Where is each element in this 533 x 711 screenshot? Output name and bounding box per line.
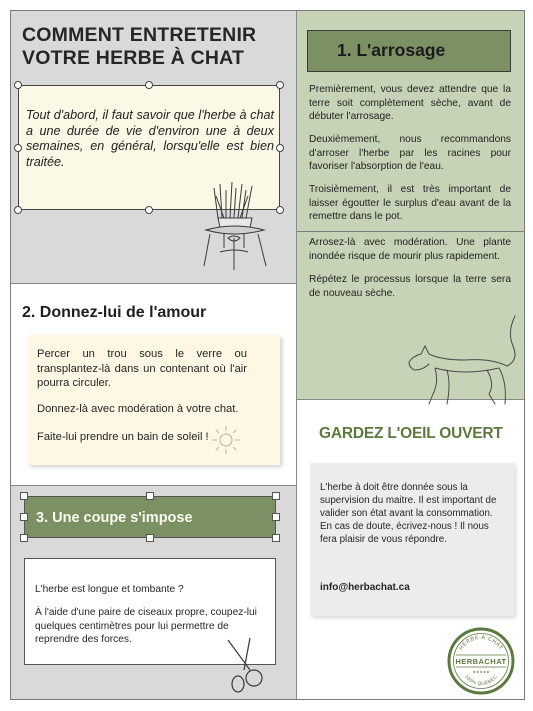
title-line-1: COMMENT ENTRETENIR — [22, 24, 257, 46]
resize-handle[interactable] — [14, 81, 22, 89]
resize-handle[interactable] — [20, 534, 28, 542]
section-1-paragraph: Troisièmement, il est très important de laisser égoutter le surplus d'eau avant de la remettre dans le pot. — [309, 184, 511, 222]
resize-handle[interactable] — [146, 534, 154, 542]
page-title — [22, 24, 282, 70]
resize-handle[interactable] — [14, 206, 22, 214]
section-2-paragraph: Donnez-là avec modération à votre chat. — [37, 403, 239, 415]
grass-pot-icon — [196, 178, 272, 274]
seal-icon — [447, 627, 515, 695]
resize-handle[interactable] — [276, 206, 284, 214]
section-3-paragraph: À l'aide d'une paire de ciseaux propre, coupez-lui quelques centimètres pour lui permettre de reprendre des forces. — [35, 607, 257, 645]
tip-paragraph: L'herbe à doit être donnée sous la supervision du maitre. Il est important de valider son état avant la consommation. En cas de doute, écrivez-nous ! Il nous fera plaisir de vous répondre. — [320, 482, 497, 545]
resize-handle[interactable] — [145, 81, 153, 89]
section-2-paragraph: Percer un trou sous le verre ou transplantez-là dans un contenant où l'air pourra circuler. — [37, 348, 247, 389]
seal-bottom-text: 100% QUÉBEC — [462, 674, 500, 688]
section-3-title: 3. Une coupe s'impose — [36, 510, 193, 526]
resize-handle[interactable] — [146, 492, 154, 500]
section-1-paragraph: Arrosez-là avec modération. Une plante inondée risque de mourir plus rapidement. — [309, 237, 511, 262]
section-2-paragraph: Faite-lui prendre un bain de soleil ! — [37, 431, 209, 443]
section-1-paragraph: Répétez le processus lorsque la terre sera de nouveau sèche. — [309, 274, 511, 299]
scissors-icon — [222, 636, 276, 694]
resize-handle[interactable] — [276, 144, 284, 152]
resize-handle[interactable] — [20, 492, 28, 500]
resize-handle[interactable] — [276, 81, 284, 89]
section-1-title: 1. L'arrosage — [337, 40, 446, 60]
resize-handle[interactable] — [20, 513, 28, 521]
section-3-paragraph: L'herbe est longue et tombante ? — [35, 584, 184, 595]
tip-title: GARDEZ L'OEIL OUVERT — [319, 425, 503, 442]
resize-handle[interactable] — [145, 206, 153, 214]
cat-icon — [395, 312, 523, 408]
resize-handle[interactable] — [272, 534, 280, 542]
resize-handle[interactable] — [272, 513, 280, 521]
seal-brand: HERBACHAT — [455, 657, 507, 667]
resize-handle[interactable] — [14, 144, 22, 152]
title-line-2: VOTRE HERBE À CHAT — [22, 47, 245, 69]
seal-top-text: HERBE À CHAT — [458, 634, 504, 652]
section-1-paragraph: Premièrement, vous devez attendre que la terre soit complètement sèche, avant de débuter l'arrosage. — [309, 84, 511, 122]
intro-text: Tout d'abord, il faut savoir que l'herbe à chat a une durée de vie d'environ une à deux semaines, en général, lorsqu'elle est bien traitée. — [26, 108, 274, 169]
email-link[interactable]: info@herbachat.ca — [320, 582, 410, 593]
resize-handle[interactable] — [272, 492, 280, 500]
sun-icon — [210, 424, 242, 456]
section-1-paragraph: Deuxièmement, nous recommandons d'arroser l'herbe par les racines pour favoriser l'absorption de l'eau. — [309, 134, 511, 172]
section-1-divider — [297, 231, 525, 232]
section-2-title: 2. Donnez-lui de l'amour — [22, 304, 207, 321]
